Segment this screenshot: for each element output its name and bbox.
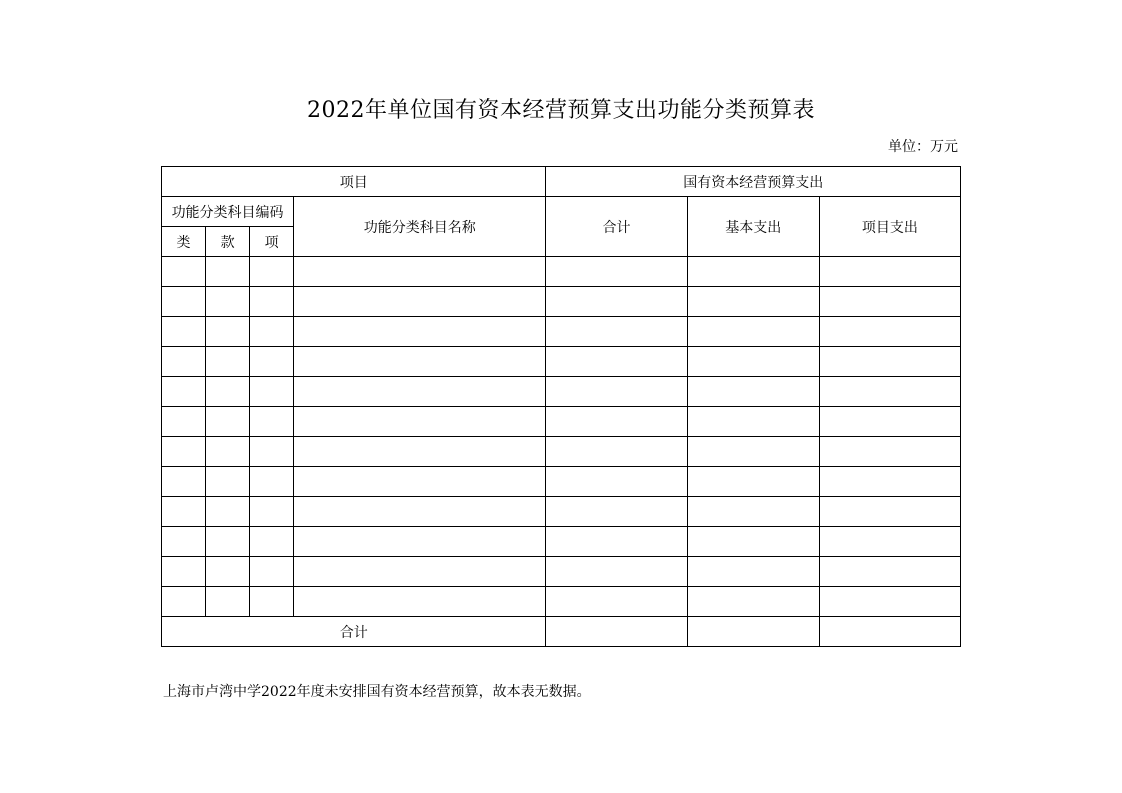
table-cell: [546, 497, 687, 527]
table-cell: [687, 377, 819, 407]
table-cell: [294, 317, 546, 347]
table-cell: [687, 467, 819, 497]
footnote: 上海市卢湾中学2022年度未安排国有资本经营预算，故本表无数据。: [163, 684, 591, 700]
table-cell: [206, 317, 250, 347]
table-cell: [819, 257, 960, 287]
footer-total-cell: [546, 617, 687, 647]
table-cell: [294, 557, 546, 587]
table-row: [162, 557, 961, 587]
project-header: 项目支出: [819, 197, 960, 257]
table-cell: [687, 557, 819, 587]
table-cell: [819, 557, 960, 587]
code-group-header: 功能分类科目编码: [162, 197, 294, 227]
table-cell: [546, 407, 687, 437]
table-cell: [819, 527, 960, 557]
table-row: [162, 407, 961, 437]
table-cell: [819, 317, 960, 347]
table-cell: [687, 587, 819, 617]
table-cell: [162, 587, 206, 617]
table-cell: [294, 497, 546, 527]
table-cell: [206, 287, 250, 317]
table-cell: [687, 407, 819, 437]
footer-total-label: 合计: [162, 617, 546, 647]
code-xiang-header: 项: [250, 227, 294, 257]
table-cell: [162, 437, 206, 467]
table-cell: [250, 467, 294, 497]
table-cell: [250, 437, 294, 467]
table-cell: [206, 257, 250, 287]
table-cell: [294, 287, 546, 317]
table-row: [162, 527, 961, 557]
table-cell: [162, 527, 206, 557]
table-cell: [294, 407, 546, 437]
table-cell: [546, 377, 687, 407]
table-cell: [206, 497, 250, 527]
table-cell: [162, 497, 206, 527]
table-cell: [687, 317, 819, 347]
table-cell: [546, 317, 687, 347]
table-row: [162, 437, 961, 467]
table-cell: [687, 527, 819, 557]
table-cell: [687, 287, 819, 317]
subject-name-header: 功能分类科目名称: [294, 197, 546, 257]
header-row-2: [162, 197, 961, 227]
table-cell: [687, 347, 819, 377]
table-cell: [546, 527, 687, 557]
table-cell: [206, 377, 250, 407]
footer-project-cell: [819, 617, 960, 647]
table-cell: [250, 287, 294, 317]
table-cell: [687, 497, 819, 527]
table-cell: [250, 557, 294, 587]
header-row-1: [162, 167, 961, 197]
page-title: 2022年单位国有资本经营预算支出功能分类预算表: [307, 98, 815, 123]
table-cell: [206, 437, 250, 467]
table-row: [162, 377, 961, 407]
table-cell: [294, 437, 546, 467]
table-cell: [206, 527, 250, 557]
table-cell: [206, 587, 250, 617]
table-cell: [162, 347, 206, 377]
table-cell: [819, 587, 960, 617]
table-cell: [546, 287, 687, 317]
table-cell: [819, 437, 960, 467]
table-row: [162, 257, 961, 287]
header-item: 项目: [162, 167, 546, 197]
footer-basic-cell: [687, 617, 819, 647]
table-cell: [250, 257, 294, 287]
table-cell: [206, 407, 250, 437]
basic-header: 基本支出: [687, 197, 819, 257]
table-cell: [546, 257, 687, 287]
table-row: [162, 287, 961, 317]
table-cell: [162, 257, 206, 287]
table-cell: [294, 527, 546, 557]
table-cell: [162, 317, 206, 347]
table-row: [162, 317, 961, 347]
table-cell: [687, 437, 819, 467]
table-cell: [250, 377, 294, 407]
table-cell: [250, 317, 294, 347]
code-kuan-header: 款: [206, 227, 250, 257]
table-cell: [250, 527, 294, 557]
table-cell: [250, 347, 294, 377]
header-expense: 国有资本经营预算支出: [546, 167, 961, 197]
table-cell: [162, 557, 206, 587]
table-cell: [162, 467, 206, 497]
unit-label: 单位：万元: [888, 139, 958, 155]
code-lei-header: 类: [162, 227, 206, 257]
table-cell: [162, 287, 206, 317]
table-cell: [294, 587, 546, 617]
table-cell: [819, 347, 960, 377]
table-cell: [819, 287, 960, 317]
table-cell: [819, 407, 960, 437]
table-cell: [294, 377, 546, 407]
table-cell: [294, 347, 546, 377]
table-cell: [250, 497, 294, 527]
table-cell: [162, 377, 206, 407]
footer-total-row: [162, 617, 961, 647]
table-cell: [546, 467, 687, 497]
table-cell: [546, 557, 687, 587]
budget-table: [161, 166, 961, 647]
table-row: [162, 347, 961, 377]
table-row: [162, 497, 961, 527]
table-cell: [206, 467, 250, 497]
table-cell: [206, 347, 250, 377]
table-cell: [294, 467, 546, 497]
table-cell: [546, 347, 687, 377]
table-cell: [162, 407, 206, 437]
table-cell: [687, 257, 819, 287]
table-cell: [206, 557, 250, 587]
table-row: [162, 467, 961, 497]
total-header: 合计: [546, 197, 687, 257]
table-cell: [819, 467, 960, 497]
table-cell: [819, 497, 960, 527]
table-cell: [294, 257, 546, 287]
table-cell: [546, 587, 687, 617]
table-cell: [250, 587, 294, 617]
table-cell: [250, 407, 294, 437]
table-cell: [819, 377, 960, 407]
table-cell: [546, 437, 687, 467]
table-row: [162, 587, 961, 617]
